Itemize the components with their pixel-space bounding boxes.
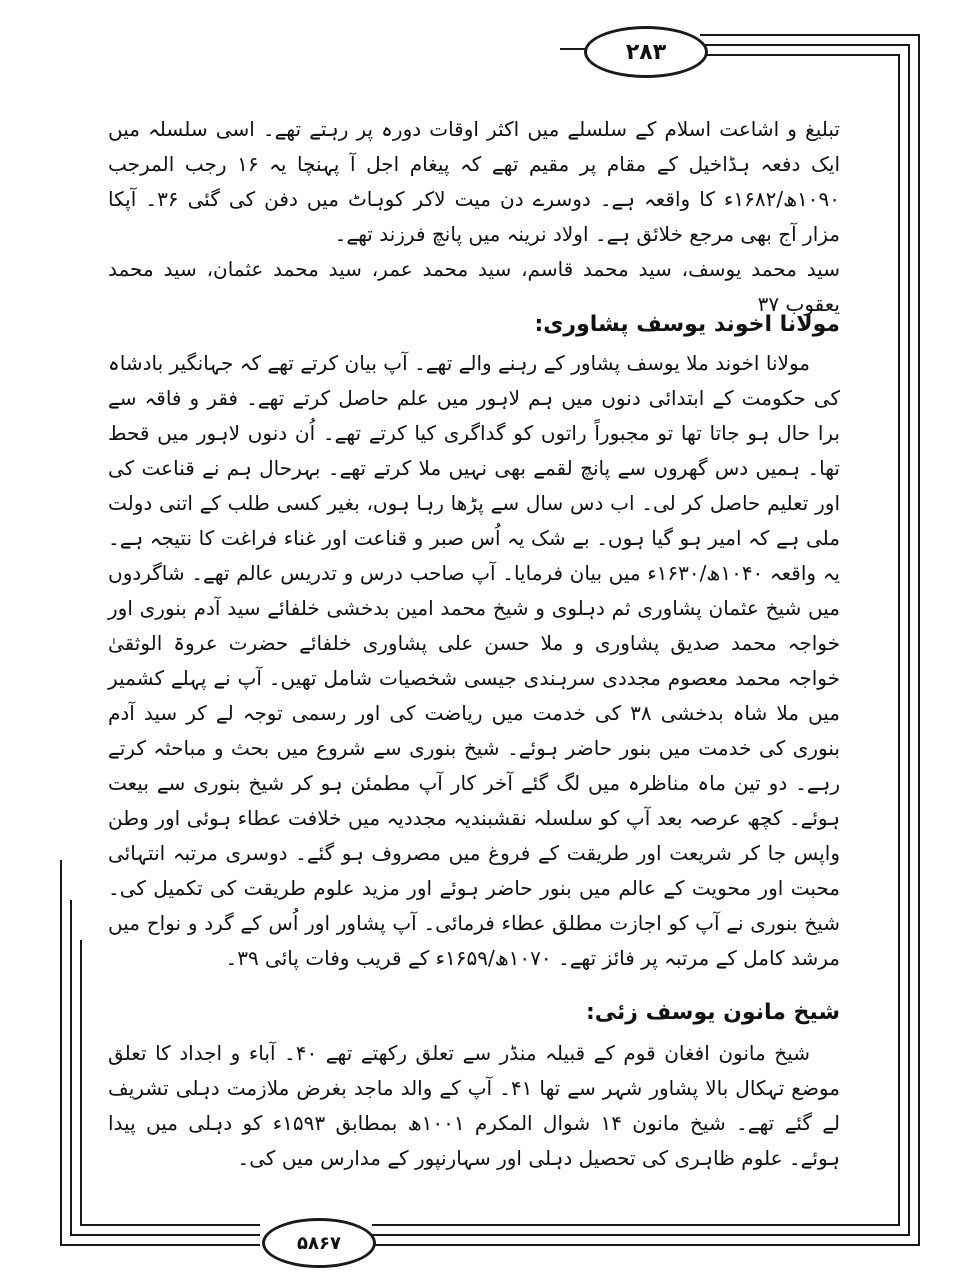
frame-bottom-line-inner <box>80 1224 260 1226</box>
frame-right-line-outer <box>918 34 920 1244</box>
frame-top-line-outer <box>700 34 918 36</box>
frame-right-line-inner <box>898 54 900 1224</box>
intro-paragraph: تبلیغ و اشاعت اسلام کے سلسلے میں اکثر اوقات دورہ پر رہتے تھے۔ اسی سلسلہ میں ایک دفعہ ہڈاخیل کے مقام پر مقیم تھے کہ پیغام اجل آ پہنچا یہ ۱۶ رجب المرجب ۱۰۹۰ھ/۱۶۸۲ء کا واقعہ ہے۔ دوسرے دن میت لاکر کوہاٹ میں دفن کی گئی ۳۶۔ آپکا مزار آج بھی مرجع خلائق ہے۔ اولاد نرینہ میں پانچ فرزند تھے۔ <box>108 117 841 246</box>
section-1-paragraph: مولانا اخوند ملا یوسف پشاور کے رہنے والے تھے۔ آپ بیان کرتے تھے کہ جہانگیر بادشاہ کی حکومت کے ابتدائی دنوں میں ہم لاہور میں علم حاصل کرتے تھے۔ فقر و فاقہ سے برا حال ہو جاتا تھا تو مجبوراً راتوں کو گداگری کیا کرتے تھے۔ اُن دنوں لاہور میں قحط تھا۔ ہمیں دس گھروں سے پانچ لقمے بھی نہیں ملا کرتے تھے۔ بہرحال ہم نے قناعت کی اور تعلیم حاصل کر لی۔ اب دس سال سے پڑھا رہا ہوں، بغیر کسی طلب کے اتنی دولت ملی ہے کہ امیر ہو گیا ہوں۔ بے شک یہ اُس صبر و قناعت اور غناء فراغت کا نتیجہ ہے۔ یہ واقعہ ۱۰۴۰ھ/۱۶۳۰ء میں بیان فرمایا۔ آپ صاحب درس و تدریس عالم تھے۔ شاگردوں میں شیخ عثمان پشاوری ثم دہلوی و شیخ محمد امین بدخشی خلفائے سید آدم بنوری اور خواجہ محمد صدیق پشاوری و ملا حسن علی پشاوری خلفائے حضرت عروۃ الوثقیٰ خواجہ محمد معصوم مجددی سرہندی جیسی شخصیات شامل تھیں۔ آپ نے پہلے کشمیر میں ملا شاہ بدخشی ۳۸ کی خدمت میں ریاضت کی اور رسمی توجہ لے کر سید آدم بنوری کی خدمت میں بنور حاضر ہوئے۔ شیخ بنوری سے شروع میں بحث و مباحثہ کرتے رہے۔ دو تین ماہ مناظرہ میں لگ گئے آخر کار آپ مطمئن ہو کر شیخ بنوری سے بیعت ہوئے۔ کچھ عرصہ بعد آپ کو سلسلہ نقشبندیہ مجددیہ میں خلافت عطاء ہوئی اور وطن واپس جا کر شریعت اور طریقت کے فروغ میں مصروف ہو گئے۔ دوسری مرتبہ انتہائی محبت اور محویت کے عالم میں بنور حاضر ہوئے اور مزید علوم طریقت کی تکمیل کی۔ شیخ بنوری نے آپ کو اجازت مطلق عطاء فرمائی۔ آپ پشاور اور اُس کے گرد و نواح میں مرشد کامل کے مرتبہ پر فائز تھے۔ ۱۰۷۰ھ/۱۶۵۹ء کے قریب وفات پائی ۳۹۔ <box>108 351 840 970</box>
frame-left-line-outer <box>60 860 62 1244</box>
section-2-paragraph: شیخ مانون افغان قوم کے قبیلہ منڈر سے تعلق رکھتے تھے ۴۰۔ آباء و اجداد کا تعلق موضع تہکال بالا پشاور شہر سے تھا ۴۱۔ آپ کے والد ماجد بغرض ملازمت دہلی تشریف لے گئے تھے۔ شیخ مانون ۱۴ شوال المکرم ۱۰۰۱ھ بمطابق ۱۵۹۳ء کو دہلی میں پیدا ہوئے۔ علوم ظاہری کی تحصیل دہلی اور سہارنپور کے مدارس میں کی۔ <box>108 1041 841 1170</box>
section-heading-manun-yusufzai: شیخ مانون یوسف زئی: <box>585 1000 840 1025</box>
intro-block <box>108 112 840 322</box>
section-2-block <box>108 1036 840 1176</box>
frame-top-line-mid <box>700 44 908 46</box>
frame-bottom-line-mid <box>70 1234 260 1236</box>
frame-right-line-mid <box>908 44 910 1234</box>
frame-bottom-line-right-inner <box>372 1224 900 1226</box>
frame-top-line-left <box>560 48 586 50</box>
section-1-block <box>108 346 840 976</box>
page-number-bottom: ۵۸۶۷ <box>262 1218 376 1268</box>
frame-bottom-line-outer <box>60 1244 260 1246</box>
frame-left-line-inner <box>80 940 82 1224</box>
frame-top-line-inner <box>700 54 898 56</box>
frame-bottom-line-right-outer <box>372 1244 920 1246</box>
section-heading-yusuf-peshawari: مولانا اخوند یوسف پشاوری: <box>534 312 840 337</box>
page-number-top: ۲۸۳ <box>584 26 708 78</box>
frame-left-line-mid <box>70 900 72 1234</box>
frame-bottom-line-right-mid <box>372 1234 910 1236</box>
sons-list: سید محمد یوسف، سید محمد قاسم، سید محمد عمر، سید محمد عثمان، سید محمد یعقوب ۳۷ <box>108 257 840 316</box>
